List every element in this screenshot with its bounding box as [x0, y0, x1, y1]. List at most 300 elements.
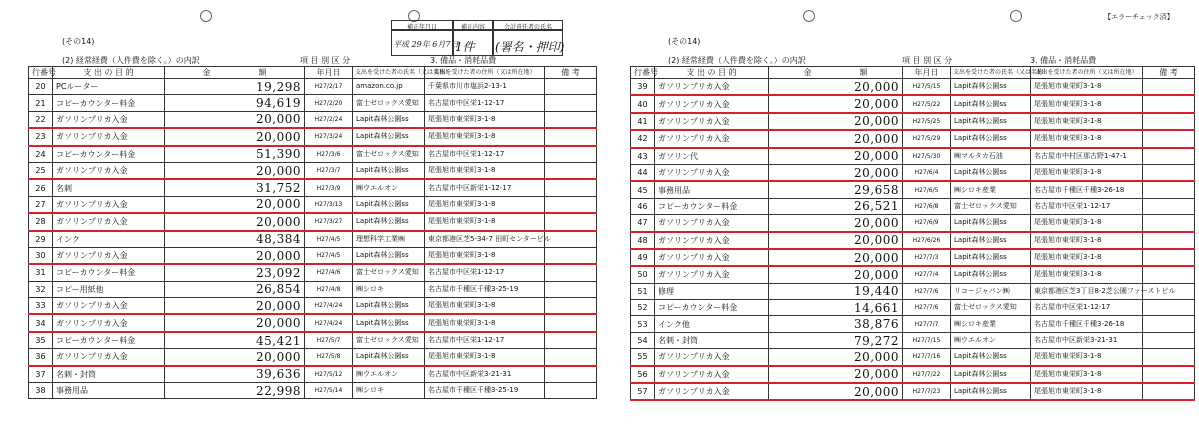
row-number: 20 — [29, 79, 53, 95]
address-cell: 尾張旭市東栄町3-1-8 — [425, 162, 545, 179]
payee-cell: ㈱ウエルオン — [951, 332, 1031, 348]
address-cell: 尾張旭市東栄町3-1-8 — [1031, 164, 1143, 181]
punch-hole-icon — [200, 10, 212, 22]
payee-cell: リコージャパン㈱ — [951, 283, 1031, 299]
payee-cell: Lapit森林公園ss — [951, 249, 1031, 266]
header-amount: 金 額 — [165, 67, 305, 79]
table-row — [29, 298, 597, 315]
row-number: 54 — [631, 332, 655, 348]
purpose-cell: ガソリンプリカ入金 — [53, 111, 165, 128]
date-cell: H27/3/7 — [305, 162, 353, 179]
row-number: 27 — [29, 196, 53, 213]
table-row — [631, 164, 1195, 181]
purpose-cell: ガソリンプリカ入金 — [53, 162, 165, 179]
address-cell: 尾張旭市東栄町3-1-8 — [425, 298, 545, 315]
address-cell: 尾張旭市東栄町3-1-8 — [1031, 130, 1143, 147]
amount-cell: 20,000 — [165, 196, 305, 213]
row-number: 40 — [631, 95, 655, 112]
address-cell: 千葉県市川市塩浜2-13-1 — [425, 79, 545, 95]
table-row — [29, 196, 597, 213]
note-cell — [545, 366, 597, 383]
address-cell: 尾張旭市東栄町3-1-8 — [1031, 366, 1143, 383]
address-cell: 名古屋市中区栄1-12-17 — [425, 264, 545, 281]
payee-cell: Lapit森林公園ss — [353, 162, 425, 179]
note-cell — [1143, 130, 1195, 147]
address-cell: 尾張旭市東栄町3-1-8 — [1031, 383, 1143, 400]
purpose-cell: ガソリン代 — [655, 148, 769, 165]
amount-cell: 20,000 — [165, 349, 305, 366]
row-number: 57 — [631, 383, 655, 400]
address-cell: 尾張旭市東栄町3-1-8 — [425, 128, 545, 145]
address-cell: 尾張旭市東栄町3-1-8 — [425, 213, 545, 230]
date-cell: H27/2/20 — [305, 95, 353, 111]
row-number: 21 — [29, 95, 53, 111]
payee-cell: Lapit森林公園ss — [951, 113, 1031, 130]
note-cell — [1143, 95, 1195, 112]
row-number: 34 — [29, 314, 53, 331]
punch-hole-icon — [803, 10, 815, 22]
note-cell — [545, 79, 597, 95]
row-number: 25 — [29, 162, 53, 179]
punch-hole-icon — [1010, 10, 1022, 22]
table-row — [29, 95, 597, 111]
address-cell: 名古屋市中区栄1-12-17 — [425, 332, 545, 349]
note-cell — [545, 111, 597, 128]
purpose-cell: ガソリンプリカ入金 — [655, 383, 769, 400]
purpose-cell: 名刺・封筒 — [53, 366, 165, 383]
table-row — [29, 213, 597, 230]
stamp-signer-label: 会計責任者の氏名 — [493, 20, 563, 30]
purpose-cell: インク — [53, 231, 165, 248]
note-cell — [545, 314, 597, 331]
date-cell: H27/5/15 — [903, 79, 951, 96]
row-number: 50 — [631, 266, 655, 283]
date-cell: H27/3/9 — [305, 179, 353, 196]
amount-cell: 20,000 — [769, 130, 903, 147]
amount-cell: 20,000 — [769, 383, 903, 400]
section-title: 3. 備品・消耗品費 — [1030, 56, 1097, 65]
table-row — [29, 349, 597, 366]
header-address: 支出を受けた者の住所（又は所在地） — [425, 67, 545, 79]
amount-cell: 20,000 — [769, 79, 903, 96]
amount-cell: 20,000 — [165, 111, 305, 128]
row-number: 41 — [631, 113, 655, 130]
amount-cell: 20,000 — [165, 213, 305, 230]
address-cell: 尾張旭市東栄町3-1-8 — [425, 111, 545, 128]
note-cell — [1143, 164, 1195, 181]
date-cell: H27/7/16 — [903, 349, 951, 366]
table-row — [631, 383, 1195, 400]
row-number: 26 — [29, 179, 53, 196]
amount-cell: 38,876 — [769, 316, 903, 332]
payee-cell: ㈱シロキ — [353, 281, 425, 297]
amount-cell: 20,000 — [769, 148, 903, 165]
payee-cell: Lapit森林公園ss — [951, 383, 1031, 400]
date-cell: H27/6/5 — [903, 181, 951, 198]
purpose-cell: 名刺 — [53, 179, 165, 196]
table-row — [29, 366, 597, 383]
table-row — [631, 316, 1195, 332]
purpose-cell: ガソリンプリカ入金 — [53, 196, 165, 213]
note-cell — [545, 162, 597, 179]
amount-cell: 19,440 — [769, 283, 903, 299]
purpose-cell: ガソリンプリカ入金 — [655, 266, 769, 283]
payee-cell: ㈱シロキ — [353, 383, 425, 399]
row-number: 46 — [631, 198, 655, 214]
table-row — [631, 198, 1195, 214]
payee-cell: ㈱ウエルオン — [353, 179, 425, 196]
purpose-cell: ガソリンプリカ入金 — [655, 164, 769, 181]
category-label: 項 目 別 区 分 — [300, 56, 351, 65]
payee-cell: Lapit森林公園ss — [353, 349, 425, 366]
payee-cell: Lapit森林公園ss — [353, 247, 425, 264]
purpose-cell: 修理 — [655, 283, 769, 299]
header-payee: 支出を受けた者の氏名（又は名称） — [951, 67, 1031, 79]
table-header — [29, 67, 597, 79]
date-cell: H27/5/30 — [903, 148, 951, 165]
row-number: 51 — [631, 283, 655, 299]
purpose-cell: ガソリンプリカ入金 — [655, 130, 769, 147]
date-cell: H27/7/6 — [903, 300, 951, 316]
note-cell — [1143, 79, 1195, 96]
payee-cell: 富士ゼロックス愛知 — [951, 300, 1031, 316]
address-cell: 尾張旭市東栄町3-1-8 — [1031, 95, 1143, 112]
purpose-cell: 事務用品 — [655, 181, 769, 198]
sheet-number: (その14) — [62, 37, 95, 46]
date-cell: H27/6/8 — [903, 198, 951, 214]
note-cell — [1143, 198, 1195, 214]
note-cell — [545, 196, 597, 213]
row-number: 45 — [631, 181, 655, 198]
row-number: 43 — [631, 148, 655, 165]
payee-cell: Lapit森林公園ss — [951, 266, 1031, 283]
row-number: 47 — [631, 215, 655, 232]
date-cell: H27/7/6 — [903, 283, 951, 299]
purpose-cell: ガソリンプリカ入金 — [53, 128, 165, 145]
header-note: 備 考 — [1143, 67, 1195, 79]
date-cell: H27/7/15 — [903, 332, 951, 348]
note-cell — [1143, 232, 1195, 249]
table-row — [631, 79, 1195, 96]
address-cell: 名古屋市中村区那古野1-47-1 — [1031, 148, 1143, 165]
table-row — [631, 300, 1195, 316]
address-cell: 尾張旭市東栄町3-1-8 — [1031, 349, 1143, 366]
stamp-signature: (署名・押印) — [493, 30, 563, 56]
table-row — [631, 181, 1195, 198]
amount-cell: 20,000 — [769, 366, 903, 383]
amount-cell: 29,658 — [769, 181, 903, 198]
note-cell — [545, 264, 597, 281]
date-cell: H27/5/7 — [305, 332, 353, 349]
correction-stamp — [391, 20, 603, 60]
payee-cell: Lapit森林公園ss — [353, 196, 425, 213]
note-cell — [1143, 148, 1195, 165]
table-row — [29, 332, 597, 349]
table-row — [29, 231, 597, 248]
note-cell — [545, 281, 597, 297]
payee-cell: Lapit森林公園ss — [353, 213, 425, 230]
purpose-cell: コピーカウンター料金 — [53, 146, 165, 163]
row-number: 28 — [29, 213, 53, 230]
date-cell: H27/3/13 — [305, 196, 353, 213]
row-number: 38 — [29, 383, 53, 399]
date-cell: H27/7/3 — [903, 249, 951, 266]
table-row — [29, 264, 597, 281]
note-cell — [545, 349, 597, 366]
payee-cell: Lapit森林公園ss — [951, 349, 1031, 366]
date-cell: H27/4/8 — [305, 281, 353, 297]
date-cell: H27/5/29 — [903, 130, 951, 147]
payee-cell: Lapit森林公園ss — [951, 164, 1031, 181]
payee-cell: Lapit森林公園ss — [951, 232, 1031, 249]
date-cell: H27/6/4 — [903, 164, 951, 181]
amount-cell: 20,000 — [165, 247, 305, 264]
purpose-cell: コピーカウンター料金 — [53, 332, 165, 349]
row-number: 44 — [631, 164, 655, 181]
address-cell: 尾張旭市東栄町3-1-8 — [1031, 113, 1143, 130]
note-cell — [545, 332, 597, 349]
date-cell: H27/4/24 — [305, 314, 353, 331]
address-cell: 名古屋市中区栄1-12-17 — [425, 95, 545, 111]
payee-cell: Lapit森林公園ss — [353, 128, 425, 145]
address-cell: 尾張旭市東栄町3-1-8 — [425, 349, 545, 366]
table-row — [29, 79, 597, 95]
amount-cell: 94,619 — [165, 95, 305, 111]
table-row — [631, 130, 1195, 147]
header-row-number: 行番号 — [29, 67, 53, 79]
note-cell — [545, 179, 597, 196]
purpose-cell: ガソリンプリカ入金 — [655, 95, 769, 112]
payee-cell: ㈱シロキ産業 — [951, 316, 1031, 332]
note-cell — [1143, 383, 1195, 400]
amount-cell: 26,854 — [165, 281, 305, 297]
ledger-sheet-right — [600, 0, 1199, 444]
note-cell — [545, 128, 597, 145]
purpose-cell: ガソリンプリカ入金 — [655, 113, 769, 130]
date-cell: H27/3/6 — [305, 146, 353, 163]
address-cell: 尾張旭市東栄町3-1-8 — [1031, 215, 1143, 232]
table-row — [29, 162, 597, 179]
category-label: 項 目 別 区 分 — [902, 56, 953, 65]
amount-cell: 79,272 — [769, 332, 903, 348]
amount-cell: 48,384 — [165, 231, 305, 248]
header-note: 備 考 — [545, 67, 597, 79]
date-cell: H27/5/25 — [903, 113, 951, 130]
purpose-cell: インク他 — [655, 316, 769, 332]
date-cell: H27/2/17 — [305, 79, 353, 95]
amount-cell: 39,636 — [165, 366, 305, 383]
header-date: 年月日 — [305, 67, 353, 79]
note-cell — [1143, 113, 1195, 130]
payee-cell: Lapit森林公園ss — [951, 79, 1031, 96]
amount-cell: 20,000 — [769, 232, 903, 249]
address-cell: 尾張旭市東栄町3-1-8 — [1031, 249, 1143, 266]
purpose-cell: ガソリンプリカ入金 — [53, 213, 165, 230]
address-cell: 尾張旭市東栄町3-1-8 — [1031, 266, 1143, 283]
address-cell: 名古屋市中区栄1-12-17 — [1031, 300, 1143, 316]
expense-table — [630, 66, 1195, 401]
table-row — [29, 314, 597, 331]
row-number: 35 — [29, 332, 53, 349]
header-row-number: 行番号 — [631, 67, 655, 79]
row-number: 52 — [631, 300, 655, 316]
date-cell: H27/4/5 — [305, 247, 353, 264]
address-cell: 名古屋市千種区千種3-26-18 — [1031, 181, 1143, 198]
amount-cell: 14,661 — [769, 300, 903, 316]
date-cell: H27/5/8 — [305, 349, 353, 366]
note-cell — [545, 247, 597, 264]
table-body — [29, 79, 597, 399]
amount-cell: 20,000 — [769, 113, 903, 130]
amount-cell: 20,000 — [165, 298, 305, 315]
note-cell — [1143, 266, 1195, 283]
address-cell: 尾張旭市東栄町3-1-8 — [1031, 79, 1143, 96]
row-number: 48 — [631, 232, 655, 249]
table-row — [29, 383, 597, 399]
row-number: 37 — [29, 366, 53, 383]
purpose-cell: ガソリンプリカ入金 — [655, 215, 769, 232]
purpose-cell: ガソリンプリカ入金 — [53, 349, 165, 366]
amount-cell: 20,000 — [769, 266, 903, 283]
expense-table — [28, 66, 597, 399]
header-purpose: 支 出 の 目 的 — [53, 67, 165, 79]
payee-cell: Lapit森林公園ss — [951, 130, 1031, 147]
table-row — [631, 249, 1195, 266]
address-cell: 名古屋市千種区千種3-25-19 — [425, 383, 545, 399]
purpose-cell: コピーカウンター料金 — [655, 198, 769, 214]
row-number: 31 — [29, 264, 53, 281]
table-row — [631, 215, 1195, 232]
note-cell — [545, 383, 597, 399]
payee-cell: ㈱シロキ産業 — [951, 181, 1031, 198]
table-row — [631, 349, 1195, 366]
purpose-cell: ガソリンプリカ入金 — [53, 314, 165, 331]
row-number: 55 — [631, 349, 655, 366]
amount-cell: 20,000 — [165, 128, 305, 145]
row-number: 24 — [29, 146, 53, 163]
note-cell — [545, 213, 597, 230]
purpose-cell: 名刺・封筒 — [655, 332, 769, 348]
amount-cell: 20,000 — [769, 215, 903, 232]
table-row — [631, 332, 1195, 348]
date-cell: H27/5/22 — [903, 95, 951, 112]
stamp-date-label: 補正年月日 — [391, 20, 453, 30]
payee-cell: 富士ゼロックス愛知 — [353, 332, 425, 349]
table-row — [631, 266, 1195, 283]
section-title: 3. 備品・消耗品費 — [430, 56, 497, 65]
amount-cell: 20,000 — [769, 164, 903, 181]
header-purpose: 支 出 の 目 的 — [655, 67, 769, 79]
purpose-cell: コピー用紙他 — [53, 281, 165, 297]
purpose-cell: ガソリンプリカ入金 — [655, 366, 769, 383]
address-cell: 名古屋市千種区千種3-26-18 — [1031, 316, 1143, 332]
payee-cell: Lapit森林公園ss — [951, 95, 1031, 112]
date-cell: H27/5/12 — [305, 366, 353, 383]
row-number: 56 — [631, 366, 655, 383]
date-cell: H27/7/23 — [903, 383, 951, 400]
header-payee: 支出を受けた者の氏名（又は名称） — [353, 67, 425, 79]
purpose-cell: ガソリンプリカ入金 — [655, 79, 769, 96]
header-date: 年月日 — [903, 67, 951, 79]
payee-cell: Lapit森林公園ss — [353, 314, 425, 331]
row-number: 30 — [29, 247, 53, 264]
table-row — [631, 283, 1195, 299]
purpose-cell: コピーカウンター料金 — [53, 264, 165, 281]
stamp-date-value: 平成 29年 6月7日 — [391, 30, 453, 56]
purpose-cell: コピーカウンター料金 — [53, 95, 165, 111]
payee-cell: Lapit森林公園ss — [951, 366, 1031, 383]
table-body — [631, 79, 1195, 401]
purpose-cell: ガソリンプリカ入金 — [655, 249, 769, 266]
stamp-content-label: 補正内容 — [453, 20, 493, 30]
table-row — [29, 179, 597, 196]
note-cell — [1143, 300, 1195, 316]
date-cell: H27/5/14 — [305, 383, 353, 399]
amount-cell: 31,752 — [165, 179, 305, 196]
payee-cell: 富士ゼロックス愛知 — [353, 146, 425, 163]
address-cell: 尾張旭市東栄町3-1-8 — [425, 196, 545, 213]
note-cell — [545, 231, 597, 248]
row-number: 49 — [631, 249, 655, 266]
address-cell: 尾張旭市東栄町3-1-8 — [1031, 232, 1143, 249]
date-cell: H27/4/24 — [305, 298, 353, 315]
error-check-label: 【エラーチェック済】 — [1104, 13, 1174, 21]
table-row — [631, 113, 1195, 130]
date-cell: H27/7/4 — [903, 266, 951, 283]
amount-cell: 20,000 — [769, 349, 903, 366]
date-cell: H27/6/9 — [903, 215, 951, 232]
purpose-cell: ガソリンプリカ入金 — [53, 298, 165, 315]
row-number: 33 — [29, 298, 53, 315]
amount-cell: 20,000 — [165, 162, 305, 179]
table-row — [631, 232, 1195, 249]
date-cell: H27/7/22 — [903, 366, 951, 383]
payee-cell: 富士ゼロックス愛知 — [951, 198, 1031, 214]
purpose-cell: ガソリンプリカ入金 — [53, 247, 165, 264]
row-number: 22 — [29, 111, 53, 128]
date-cell: H27/7/7 — [903, 316, 951, 332]
row-number: 29 — [29, 231, 53, 248]
table-row — [29, 128, 597, 145]
payee-cell: Lapit森林公園ss — [353, 111, 425, 128]
row-number: 39 — [631, 79, 655, 96]
purpose-cell: ガソリンプリカ入金 — [655, 232, 769, 249]
table-row — [29, 247, 597, 264]
address-cell: 名古屋市千種区千種3-25-19 — [425, 281, 545, 297]
purpose-cell: ガソリンプリカ入金 — [655, 349, 769, 366]
date-cell: H27/6/26 — [903, 232, 951, 249]
address-cell: 名古屋市中区新栄3-21-31 — [425, 366, 545, 383]
row-number: 53 — [631, 316, 655, 332]
document-title: (2) 経常経費（人件費を除く。）の内訳 — [668, 56, 806, 65]
amount-cell: 23,092 — [165, 264, 305, 281]
payee-cell: amazon.co.jp — [353, 79, 425, 95]
table-row — [29, 111, 597, 128]
note-cell — [1143, 349, 1195, 366]
document-title: (2) 経常経費（人件費を除く。）の内訳 — [62, 56, 200, 65]
payee-cell: Lapit森林公園ss — [353, 298, 425, 315]
table-row — [29, 146, 597, 163]
row-number: 23 — [29, 128, 53, 145]
purpose-cell: PCルーター — [53, 79, 165, 95]
address-cell: 東京都港区芝3丁目8-2芝公園ファーストビル — [1031, 283, 1143, 299]
purpose-cell: コピーカウンター料金 — [655, 300, 769, 316]
note-cell — [545, 298, 597, 315]
address-cell: 名古屋市中区新栄3-21-31 — [1031, 332, 1143, 348]
address-cell: 尾張旭市東栄町3-1-8 — [425, 314, 545, 331]
purpose-cell: 事務用品 — [53, 383, 165, 399]
amount-cell: 26,521 — [769, 198, 903, 214]
